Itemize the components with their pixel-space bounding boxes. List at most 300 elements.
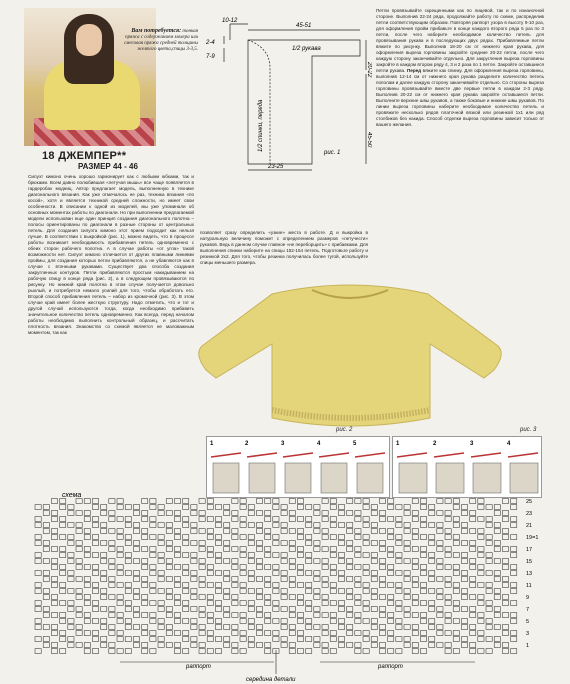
chart-cell [256,595,262,600]
chart-cell [355,649,361,654]
chart-cell [35,625,41,630]
chart-cell [486,553,492,558]
chart-cell [60,565,66,570]
chart-cell [511,589,517,594]
chart-cell [453,505,459,510]
chart-cell [51,565,57,570]
chart-cell [199,547,205,552]
chart-cell [437,613,443,618]
chart-cell [68,553,74,558]
chart-cell [396,649,402,654]
chart-cell [461,619,467,624]
chart-cell [273,637,279,642]
chart-cell [404,613,410,618]
chart-cell [379,631,385,636]
chart-cell [84,631,90,636]
chart-cell [84,619,90,624]
chart-cell [84,577,90,582]
chart-cell [150,649,156,654]
chart-cell [224,547,230,552]
chart-cell [297,613,303,618]
chart-cell [453,565,459,570]
chart-cell [240,649,246,654]
chart-cell [199,499,205,504]
chart-cell [43,607,49,612]
chart-cell [166,499,172,504]
chart-cell [314,529,320,534]
chart-cell [478,571,484,576]
chart-cell [388,649,394,654]
chart-cell [420,619,426,624]
chart-cell [330,619,336,624]
chart-cell [388,565,394,570]
chart-cell [289,499,295,504]
chart-cell [388,571,394,576]
chart-cell [355,577,361,582]
chart-cell [429,559,435,564]
chart-cell [183,583,189,588]
chart-cell [232,577,238,582]
chart-cell [76,625,82,630]
chart-cell [363,541,369,546]
figure-2-caption: рис. 2 [336,427,353,433]
row-number: 3 [526,631,530,637]
chart-cell [396,535,402,540]
chart-cell [453,649,459,654]
chart-cell [101,589,107,594]
chart-cell [133,613,139,618]
chart-cell [166,607,172,612]
chart-cell [338,571,344,576]
chart-cell [256,577,262,582]
chart-cell [191,619,197,624]
chart-cell [265,601,271,606]
chart-cell [240,601,246,606]
chart-cell [420,505,426,510]
chart-cell [437,595,443,600]
chart-cell [347,559,353,564]
center-label: середина детали [246,677,296,683]
chart-cell [453,553,459,558]
chart-cell [511,547,517,552]
chart-cell [404,511,410,516]
chart-cell [125,559,131,564]
chart-cell [396,583,402,588]
chart-cell [429,535,435,540]
row-number: 11 [526,583,532,589]
chart-cell [338,535,344,540]
chart-cell [183,499,189,504]
chart-cell [117,529,123,534]
chart-cell [109,517,115,522]
chart-cell [117,583,123,588]
chart-cell [207,583,213,588]
chart-cell [306,649,312,654]
chart-cell [314,511,320,516]
chart-cell [183,565,189,570]
chart-cell [232,529,238,534]
chart-cell [470,607,476,612]
chart-cell [224,625,230,630]
chart-cell [92,523,98,528]
chart-cell [68,559,74,564]
chart-cell [158,553,164,558]
chart-cell [224,643,230,648]
chart-cell [191,541,197,546]
chart-cell [68,619,74,624]
chart-cell [511,649,517,654]
chart-cell [371,541,377,546]
chart-cell [256,541,262,546]
chart-cell [338,559,344,564]
chart-cell [199,511,205,516]
chart-cell [256,529,262,534]
chart-cell [355,565,361,570]
chart-cell [60,637,66,642]
chart-cell [338,505,344,510]
chart-cell [412,547,418,552]
chart-cell [445,517,451,522]
chart-cell [183,631,189,636]
chart-cell [437,547,443,552]
chart-cell [142,583,148,588]
chart-cell [379,577,385,582]
chart-cell [461,541,467,546]
chart-cell [486,523,492,528]
chart-cell [150,553,156,558]
chart-cell [445,601,451,606]
chart-cell [322,583,328,588]
chart-cell [502,595,508,600]
chart-cell [461,625,467,630]
chart-cell [511,619,517,624]
chart-cell [166,577,172,582]
chart-cell [117,571,123,576]
chart-cell [379,547,385,552]
chart-cell [125,589,131,594]
chart-cell [461,511,467,516]
chart-cell [60,517,66,522]
chart-cell [207,595,213,600]
chart-cell [125,535,131,540]
chart-cell [355,535,361,540]
chart-cell [35,517,41,522]
chart-cell [470,595,476,600]
chart-cell [174,613,180,618]
chart-cell [297,529,303,534]
chart-cell [461,577,467,582]
chart-cell [322,631,328,636]
chart-cell [420,589,426,594]
chart-cell [166,595,172,600]
chart-cell [68,577,74,582]
chart-cell [232,511,238,516]
chart-cell [174,619,180,624]
chart-cell [396,553,402,558]
chart-cell [338,601,344,606]
chart-cell [240,505,246,510]
chart-cell [101,625,107,630]
chart-cell [371,571,377,576]
chart-cell [429,607,435,612]
chart-cell [289,547,295,552]
chart-cell [43,541,49,546]
chart-cell [158,505,164,510]
chart-cell [158,619,164,624]
chart-cell [478,631,484,636]
chart-cell [76,613,82,618]
chart-cell [297,499,303,504]
chart-cell [486,517,492,522]
chart-cell [76,523,82,528]
chart-cell [379,511,385,516]
chart-cell [142,499,148,504]
chart-cell [256,631,262,636]
chart-cell [125,607,131,612]
chart-cell [379,517,385,522]
chart-cell [461,529,467,534]
chart-cell [396,607,402,612]
chart-cell [92,571,98,576]
chart-cell [199,529,205,534]
chart-cell [330,523,336,528]
chart-cell [60,571,66,576]
chart-cell [494,637,500,642]
chart-cell [265,499,271,504]
chart-cell [388,595,394,600]
chart-cell [379,559,385,564]
chart-cell [35,619,41,624]
chart-cell [347,631,353,636]
chart-cell [281,637,287,642]
chart-cell [43,505,49,510]
chart-cell [60,583,66,588]
chart-cell [297,619,303,624]
chart-cell [125,505,131,510]
chart-cell [363,553,369,558]
chart-cell [183,619,189,624]
chart-cell [347,643,353,648]
chart-cell [68,511,74,516]
chart-cell [109,547,115,552]
chart-cell [322,613,328,618]
dim-label: 2-4 [206,40,215,46]
chart-cell [224,523,230,528]
chart-cell [265,613,271,618]
chart-cell [363,571,369,576]
chart-cell [437,589,443,594]
chart-cell [306,619,312,624]
chart-cell [363,649,369,654]
chart-cell [470,529,476,534]
chart-cell [281,529,287,534]
chart-cell [478,517,484,522]
chart-cell [215,553,221,558]
chart-cell [109,559,115,564]
chart-cell [511,565,517,570]
chart-cell [322,535,328,540]
chart-cell [388,535,394,540]
chart-cell [273,535,279,540]
chart-cell [379,583,385,588]
chart-cell [388,499,394,504]
chart-cell [453,517,459,522]
chart-cell [174,553,180,558]
chart-cell [109,529,115,534]
chart-cell [51,613,57,618]
chart-cell [511,637,517,642]
chart-cell [330,631,336,636]
chart-cell [207,565,213,570]
chart-cell [35,505,41,510]
chart-cell [51,547,57,552]
chart-cell [314,577,320,582]
chart-cell [60,589,66,594]
chart-cell [174,595,180,600]
article-text-col1: Силуэт кимоно очень хорошо гармонирует как с любыми юбками, так и брюками. Всем давно полюбившая «летучая мышь» все чаще появляется в гардеробах модниц. Автор предлагает модель, выполненную в технике диагонального вязания. Как уже отмечалось не раз, техника вязания «по косой», хотя и является техникой средней сложности, но имеет свои особенности. В описании к одной из моделей, мы уже упоминали об основных моментах работы по диагонали. Но при выполнении предлагаемой модели использован еще один принцип создания диагонального полотна – полосы ориентированы по диагонали в разные стороны от центральных петель. Для создания силуэта кимоно этот прием подходит как нельзя лучше. В соответствии с выкройкой (рис. 1), можно видеть, что в процессе работы возникает необходимость прибавления петель одновременно с обеих сторон рабочего полотна. А в случае работы «от угла» такой возможности нет. Силуэт кимоно отличается от других плавными линиями проймы, для создания которых петли прибавляются, а не убавляются как в случае с втачными рукавами. Существует два способа создания закругленных контуров. Петли прибавляются простым накидыванием на рабочую спицу в конце ряда (рис. 2), а в следующем провязываются по рисунку. Но нижний край полотна в этом случае получается довольно рыхлый, и потребуется немало усилий для того, чтобы обработать его. Второй способ прибавления петель – набор из кромочной (рис. 3). В этом случае край имеет более жесткую структуру. Надо отметить, что и тот и другой случай используются тогда, когда необходимо прибавить значительное количество петель одновременно. Как всегда, перед началом работы необходимо выполнить контрольный образец, и рассчитать плотность вязания. Знакомство со схемой является не маловажным моментом, так как [28,174,194,335]
chart-cell [60,505,66,510]
chart-cell [158,643,164,648]
chart-cell [60,547,66,552]
chart-cell [84,499,90,504]
chart-cell [150,637,156,642]
chart-cell [347,595,353,600]
chart-cell [150,583,156,588]
chart-cell [174,517,180,522]
chart-cell [388,529,394,534]
chart-cell [51,529,57,534]
chart-cell [297,571,303,576]
chart-cell [240,547,246,552]
chart-cell [224,577,230,582]
chart-cell [158,601,164,606]
chart-cell [265,529,271,534]
chart-cell [207,571,213,576]
chart-cell [379,565,385,570]
sweater-photo [194,274,506,436]
chart-cell [338,589,344,594]
chart-cell [117,595,123,600]
chart-cell [494,613,500,618]
chart-cell [158,571,164,576]
chart-cell [347,577,353,582]
chart-cell [207,529,213,534]
chart-cell [191,529,197,534]
chart-cell [215,649,221,654]
chart-cell [371,607,377,612]
chart-cell [297,505,303,510]
chart-cell [207,553,213,558]
chart-cell [412,565,418,570]
chart-cell [453,535,459,540]
chart-cell [379,613,385,618]
chart-cell [232,517,238,522]
chart-cell [314,505,320,510]
chart-cell [248,541,254,546]
chart-cell [461,571,467,576]
chart-cell [224,505,230,510]
chart-cell [445,631,451,636]
chart-cell [347,625,353,630]
chart-cell [445,553,451,558]
chart-cell [314,571,320,576]
chart-cell [314,541,320,546]
chart-cell [199,559,205,564]
chart-cell [502,499,508,504]
chart-cell [281,625,287,630]
chart-cell [306,541,312,546]
chart-cell [478,595,484,600]
chart-cell [76,595,82,600]
chart-cell [388,613,394,618]
chart-cell [388,631,394,636]
chart-cell [92,601,98,606]
chart-cell [330,583,336,588]
chart-cell [347,523,353,528]
chart-cell [207,499,213,504]
chart-cell [404,523,410,528]
chart-cell [404,643,410,648]
chart-cell [142,625,148,630]
chart-cell [470,511,476,516]
chart-cell [35,589,41,594]
chart-cell [273,523,279,528]
chart-cell [35,649,41,654]
chart-cell [511,583,517,588]
chart-cell [84,517,90,522]
chart-cell [379,499,385,504]
chart-cell [412,517,418,522]
chart-cell [51,631,57,636]
chart-cell [289,595,295,600]
chart-cell [68,505,74,510]
chart-cell [371,625,377,630]
chart-cell [51,601,57,606]
chart-cell [297,601,303,606]
chart-cell [117,619,123,624]
chart-cell [248,553,254,558]
chart-cell [322,565,328,570]
chart-cell [502,601,508,606]
chart-cell [273,571,279,576]
chart-cell [248,607,254,612]
pattern-outline [248,40,360,164]
chart-cell [502,583,508,588]
chart-cell [363,589,369,594]
chart-cell [338,511,344,516]
chart-cell [273,589,279,594]
chart-cell [478,613,484,618]
chart-cell [215,601,221,606]
chart-cell [215,625,221,630]
chart-cell [363,499,369,504]
chart-cell [224,595,230,600]
chart-cell [486,583,492,588]
chart-cell [470,499,476,504]
chart-cell [453,523,459,528]
chart-cell [150,499,156,504]
chart-cell [174,631,180,636]
chart-cell [166,631,172,636]
chart-cell [248,571,254,576]
chart-cell [429,577,435,582]
chart-cell [371,595,377,600]
chart-cell [224,589,230,594]
chart-cell [117,547,123,552]
chart-cell [133,637,139,642]
back-label: 1/2 спинки, переда [258,99,264,152]
chart-cell [84,583,90,588]
